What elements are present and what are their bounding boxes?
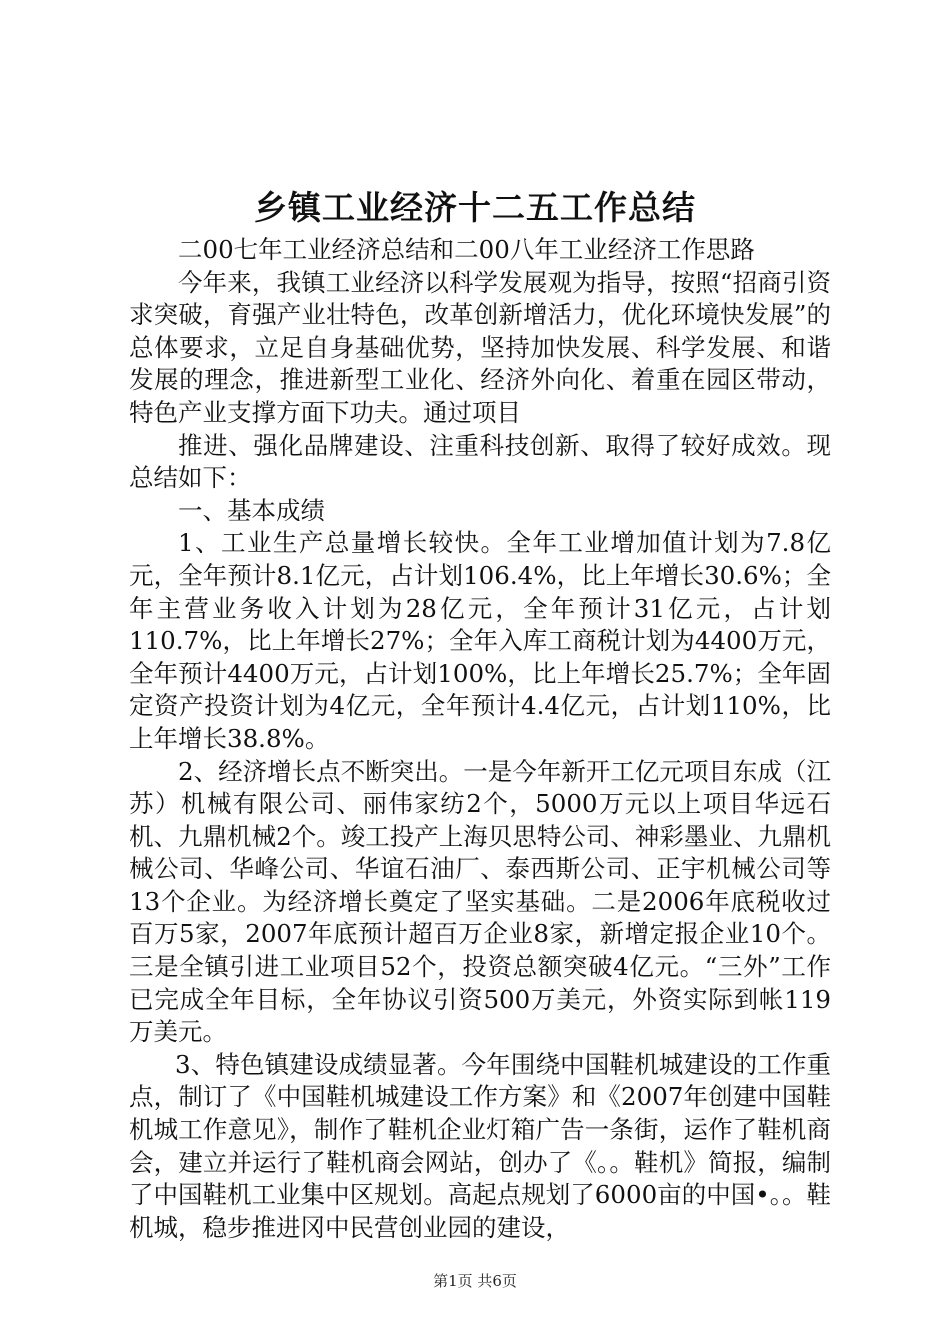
achievement-paragraph-1: 1、工业生产总量增长较快。全年工业增加值计划为7.8亿元，全年预计8.1亿元，占计划106.4%，比上年增长30.6%；全年主营业务收入计划为28亿元，全年预计31亿元，占计划110.7%，比上年增长27%；全年入库工商税计划为4400万元，全年预计4400万元，占计划100%，比上年增长25.7%；全年固定资产投资计划为4亿元，全年预计4.4亿元，占计划110%，比上年增长38.8%。 xyxy=(129,528,831,753)
subtitle-paragraph: 二00七年工业经济总结和二00八年工业经济工作思路 xyxy=(178,235,755,264)
intro-paragraph: 今年来，我镇工业经济以科学发展观为指导，按照“招商引资求突破，育强产业壮特色，改革创新增活力，优化环境快发展”的总体要求，立足自身基础优势，坚持加快发展、科学发展、和谐发展的理念，推进新型工业化、经济外向化、着重在园区带动，特色产业支撑方面下功夫。通过项目 xyxy=(129,267,831,427)
document-title: 乡镇工业经济十二五工作总结 xyxy=(254,188,696,227)
page-footer: 第1页 共6页 xyxy=(433,1272,517,1290)
achievement-paragraph-3: 3、特色镇建设成绩显著。今年围绕中国鞋机城建设的工作重点，制订了《中国鞋机城建设工作方案》和《2007年创建中国鞋机城工作意见》，制作了鞋机企业灯箱广告一条街，运作了鞋机商会，建立并运行了鞋机商会网站，创办了《。。鞋机》简报，编制了中国鞋机工业集中区规划。高起点规划了6000亩的中国•。。鞋机城，稳步推进冈中民营创业园的建设， xyxy=(129,1049,831,1242)
section-heading: 一、基本成绩 xyxy=(178,495,325,525)
intro-continuation-paragraph: 推进、强化品牌建设、注重科技创新、取得了较好成效。现总结如下： xyxy=(129,430,831,493)
achievement-paragraph-2: 2、经济增长点不断突出。一是今年新开工亿元项目东成（江苏）机械有限公司、丽伟家纺2个，5000万元以上项目华远石机、九鼎机械2个。竣工投产上海贝思特公司、神彩墨业、九鼎机械公司、华峰公司、华谊石油厂、泰西斯公司、正宇机械公司等13个企业。为经济增长奠定了坚实基础。二是2006年底税收过百万5家，2007年底预计超百万企业8家，新增定报企业10个。三是全镇引进工业项目52个，投资总额突破4亿元。“三外”工作已完成全年目标，全年协议引资500万美元，外资实际到帐119万美元。 xyxy=(129,756,831,1047)
document-body xyxy=(129,234,831,1244)
